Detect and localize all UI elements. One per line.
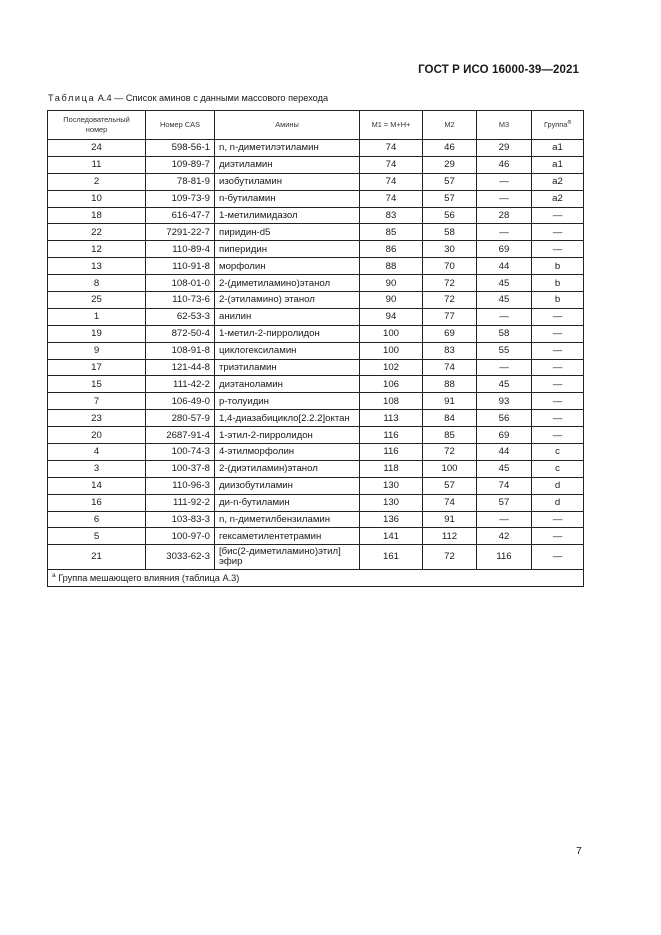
cell-seq: 21 (48, 545, 146, 570)
cell-seq: 2 (48, 173, 146, 190)
cell-seq: 25 (48, 292, 146, 309)
cell-group: — (532, 545, 584, 570)
cell-m1: 161 (360, 545, 423, 570)
cell-seq: 24 (48, 140, 146, 157)
cell-m1: 100 (360, 342, 423, 359)
cell-seq: 20 (48, 427, 146, 444)
header-m1: M1 = M+H+ (360, 111, 423, 140)
cell-seq: 19 (48, 325, 146, 342)
cell-cas: 109-73-9 (146, 190, 215, 207)
cell-m1: 118 (360, 460, 423, 477)
table-row (48, 241, 584, 258)
cell-cas: 280-57-9 (146, 410, 215, 427)
table-row (48, 207, 584, 224)
cell-m3: 42 (477, 528, 532, 545)
cell-m2: 29 (423, 156, 477, 173)
table-body (48, 140, 584, 570)
cell-m2: 91 (423, 511, 477, 528)
cell-m2: 72 (423, 292, 477, 309)
cell-group: b (532, 258, 584, 275)
cell-cas: 110-91-8 (146, 258, 215, 275)
table-row (48, 494, 584, 511)
table-row (48, 325, 584, 342)
table-row (48, 140, 584, 157)
cell-cas: 616-47-7 (146, 207, 215, 224)
cell-amine: [бис(2-диметиламино)этил] эфир (215, 545, 360, 570)
cell-cas: 111-42-2 (146, 376, 215, 393)
header-amine: Амины (215, 111, 360, 140)
cell-m3: 69 (477, 427, 532, 444)
table-row (48, 173, 584, 190)
cell-m1: 106 (360, 376, 423, 393)
document-code: ГОСТ Р ИСО 16000-39—2021 (418, 64, 579, 76)
footnote-row (48, 570, 584, 587)
cell-m1: 108 (360, 393, 423, 410)
cell-m3: 69 (477, 241, 532, 258)
footnote-text: Группа мешающего влияния (таблица А.3) (58, 572, 240, 583)
cell-cas: 78-81-9 (146, 173, 215, 190)
cell-amine: 1-этил-2-пирролидон (215, 427, 360, 444)
cell-seq: 8 (48, 275, 146, 292)
cell-m1: 116 (360, 427, 423, 444)
table-row (48, 427, 584, 444)
cell-m2: 57 (423, 477, 477, 494)
cell-amine: ди-n-бутиламин (215, 494, 360, 511)
cell-amine: 2-(диметиламино)этанол (215, 275, 360, 292)
cell-group: — (532, 528, 584, 545)
cell-m3: 74 (477, 477, 532, 494)
cell-m3: 56 (477, 410, 532, 427)
cell-seq: 7 (48, 393, 146, 410)
cell-amine: гексаметилентетрамин (215, 528, 360, 545)
header-m3: M3 (477, 111, 532, 140)
cell-m2: 83 (423, 342, 477, 359)
cell-amine: триэтиламин (215, 359, 360, 376)
cell-m2: 72 (423, 275, 477, 292)
cell-seq: 17 (48, 359, 146, 376)
cell-cas: 62-53-3 (146, 308, 215, 325)
cell-m3: 116 (477, 545, 532, 570)
cell-m2: 74 (423, 359, 477, 376)
cell-amine: анилин (215, 308, 360, 325)
table-row (48, 376, 584, 393)
cell-cas: 106-49-0 (146, 393, 215, 410)
cell-m1: 130 (360, 477, 423, 494)
page-number: 7 (576, 845, 582, 857)
cell-m1: 85 (360, 224, 423, 241)
cell-cas: 108-91-8 (146, 342, 215, 359)
cell-seq: 5 (48, 528, 146, 545)
header-group-label: Группа (543, 120, 568, 129)
cell-m3: — (477, 308, 532, 325)
cell-m2: 72 (423, 545, 477, 570)
caption-text: — Список аминов с данными массового перехода (114, 93, 329, 103)
cell-amine: 2-(этиламино) этанол (215, 292, 360, 309)
cell-seq: 4 (48, 444, 146, 461)
cell-m3: 57 (477, 494, 532, 511)
cell-m1: 141 (360, 528, 423, 545)
cell-group: — (532, 359, 584, 376)
cell-m3: 46 (477, 156, 532, 173)
cell-m1: 74 (360, 156, 423, 173)
table-row (48, 224, 584, 241)
cell-m3: — (477, 359, 532, 376)
cell-group: — (532, 308, 584, 325)
cell-seq: 10 (48, 190, 146, 207)
cell-amine: морфолин (215, 258, 360, 275)
table-row (48, 359, 584, 376)
cell-group: — (532, 427, 584, 444)
cell-cas: 110-73-6 (146, 292, 215, 309)
cell-m2: 74 (423, 494, 477, 511)
cell-m2: 69 (423, 325, 477, 342)
cell-amine: пиперидин (215, 241, 360, 258)
cell-m2: 30 (423, 241, 477, 258)
cell-cas: 108-01-0 (146, 275, 215, 292)
cell-group: c (532, 444, 584, 461)
cell-group: — (532, 224, 584, 241)
cell-m3: — (477, 224, 532, 241)
table-row (48, 477, 584, 494)
cell-m1: 83 (360, 207, 423, 224)
cell-m3: 45 (477, 460, 532, 477)
table-row (48, 460, 584, 477)
cell-m1: 100 (360, 325, 423, 342)
cell-m3: — (477, 173, 532, 190)
table-row (48, 511, 584, 528)
cell-amine: пиридин-d5 (215, 224, 360, 241)
cell-m2: 57 (423, 173, 477, 190)
cell-group: a2 (532, 190, 584, 207)
cell-seq: 13 (48, 258, 146, 275)
cell-m2: 88 (423, 376, 477, 393)
cell-amine: 1-метил-2-пирролидон (215, 325, 360, 342)
cell-group: d (532, 477, 584, 494)
cell-cas: 109-89-7 (146, 156, 215, 173)
cell-m2: 72 (423, 444, 477, 461)
table-row (48, 528, 584, 545)
cell-amine: 4-этилморфолин (215, 444, 360, 461)
cell-group: b (532, 292, 584, 309)
cell-cas: 100-37-8 (146, 460, 215, 477)
cell-seq: 9 (48, 342, 146, 359)
header-group-footnote-mark: a (567, 118, 572, 126)
table-caption (48, 93, 328, 103)
cell-group: — (532, 393, 584, 410)
table-row (48, 444, 584, 461)
amines-table (47, 110, 584, 587)
cell-amine: p-толуидин (215, 393, 360, 410)
cell-cas: 103-83-3 (146, 511, 215, 528)
cell-m2: 85 (423, 427, 477, 444)
cell-cas: 7291-22-7 (146, 224, 215, 241)
cell-group: — (532, 410, 584, 427)
cell-m1: 102 (360, 359, 423, 376)
table-row (48, 292, 584, 309)
header-group (532, 111, 584, 140)
cell-group: — (532, 325, 584, 342)
cell-m3: 45 (477, 292, 532, 309)
cell-group: — (532, 342, 584, 359)
cell-m3: 44 (477, 444, 532, 461)
cell-m1: 90 (360, 292, 423, 309)
cell-amine: диэтаноламин (215, 376, 360, 393)
cell-m1: 130 (360, 494, 423, 511)
cell-seq: 3 (48, 460, 146, 477)
cell-group: b (532, 275, 584, 292)
cell-m1: 94 (360, 308, 423, 325)
cell-m1: 88 (360, 258, 423, 275)
cell-cas: 3033-62-3 (146, 545, 215, 570)
cell-group: a1 (532, 156, 584, 173)
table-row (48, 342, 584, 359)
cell-m2: 70 (423, 258, 477, 275)
cell-group: d (532, 494, 584, 511)
cell-cas: 598-56-1 (146, 140, 215, 157)
cell-m3: 28 (477, 207, 532, 224)
footnote-mark: a (52, 571, 56, 579)
cell-m1: 116 (360, 444, 423, 461)
cell-seq: 14 (48, 477, 146, 494)
caption-number: А.4 (97, 93, 112, 103)
cell-m2: 100 (423, 460, 477, 477)
cell-m1: 74 (360, 140, 423, 157)
cell-m2: 58 (423, 224, 477, 241)
cell-m3: 55 (477, 342, 532, 359)
cell-m2: 77 (423, 308, 477, 325)
cell-m2: 91 (423, 393, 477, 410)
header-m2: M2 (423, 111, 477, 140)
cell-m1: 113 (360, 410, 423, 427)
table-row (48, 275, 584, 292)
cell-seq: 23 (48, 410, 146, 427)
cell-m3: 44 (477, 258, 532, 275)
cell-m2: 57 (423, 190, 477, 207)
cell-m2: 112 (423, 528, 477, 545)
cell-m3: — (477, 190, 532, 207)
cell-m3: 29 (477, 140, 532, 157)
table-row (48, 545, 584, 570)
cell-m3: 45 (477, 376, 532, 393)
cell-m1: 136 (360, 511, 423, 528)
cell-amine: n, n-диметилэтиламин (215, 140, 360, 157)
cell-seq: 12 (48, 241, 146, 258)
header-cas: Номер CAS (146, 111, 215, 140)
cell-m3: — (477, 511, 532, 528)
cell-group: — (532, 376, 584, 393)
table-row (48, 156, 584, 173)
cell-cas: 110-96-3 (146, 477, 215, 494)
cell-cas: 100-74-3 (146, 444, 215, 461)
cell-amine: циклогексиламин (215, 342, 360, 359)
cell-m1: 90 (360, 275, 423, 292)
cell-amine: диизобутиламин (215, 477, 360, 494)
cell-amine: n, n-диметилбензиламин (215, 511, 360, 528)
table-header-row (48, 111, 584, 140)
cell-amine: n-бутиламин (215, 190, 360, 207)
cell-m1: 86 (360, 241, 423, 258)
cell-cas: 111-92-2 (146, 494, 215, 511)
cell-amine: 1-метилимидазол (215, 207, 360, 224)
cell-cas: 872-50-4 (146, 325, 215, 342)
cell-seq: 22 (48, 224, 146, 241)
cell-cas: 121-44-8 (146, 359, 215, 376)
cell-group: a2 (532, 173, 584, 190)
table-footnote (48, 570, 584, 587)
cell-group: — (532, 207, 584, 224)
cell-cas: 100-97-0 (146, 528, 215, 545)
table-row (48, 308, 584, 325)
cell-amine: 1,4-диазабицикло[2.2.2]октан (215, 410, 360, 427)
header-seq: Последовательный номер (48, 111, 146, 140)
cell-seq: 11 (48, 156, 146, 173)
cell-seq: 16 (48, 494, 146, 511)
cell-m3: 45 (477, 275, 532, 292)
table-row (48, 410, 584, 427)
cell-amine: диэтиламин (215, 156, 360, 173)
cell-m2: 46 (423, 140, 477, 157)
cell-m2: 84 (423, 410, 477, 427)
cell-m1: 74 (360, 173, 423, 190)
cell-amine: изобутиламин (215, 173, 360, 190)
cell-group: — (532, 241, 584, 258)
cell-m3: 58 (477, 325, 532, 342)
cell-seq: 1 (48, 308, 146, 325)
cell-amine: 2-(диэтиламин)этанол (215, 460, 360, 477)
cell-seq: 18 (48, 207, 146, 224)
table-row (48, 258, 584, 275)
caption-label: Таблица (48, 93, 96, 103)
table-row (48, 393, 584, 410)
cell-m3: 93 (477, 393, 532, 410)
cell-group: — (532, 511, 584, 528)
table-row (48, 190, 584, 207)
cell-seq: 6 (48, 511, 146, 528)
cell-seq: 15 (48, 376, 146, 393)
cell-group: c (532, 460, 584, 477)
cell-cas: 110-89-4 (146, 241, 215, 258)
cell-group: a1 (532, 140, 584, 157)
cell-m1: 74 (360, 190, 423, 207)
cell-cas: 2687-91-4 (146, 427, 215, 444)
cell-m2: 56 (423, 207, 477, 224)
